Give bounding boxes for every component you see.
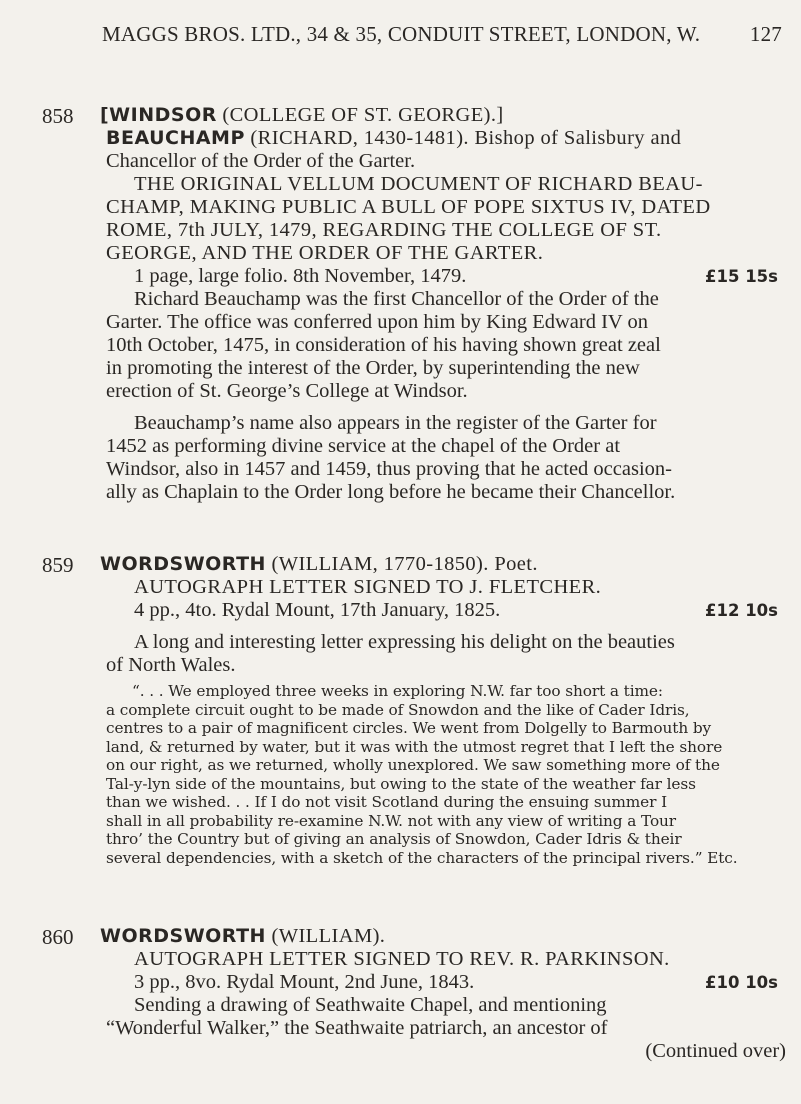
entry-heading: [WINDSOR (COLLEGE OF ST. GEORGE).] [100,104,504,126]
paragraph-line: Windsor, also in 1457 and 1459, thus proving that he acted occasion- [106,458,672,480]
quote-line: on our right, as we returned, wholly unexplored. We saw something more of the [106,756,720,774]
paragraph-line: erection of St. George’s College at Windsor. [106,380,468,402]
item-title-line: AUTOGRAPH LETTER SIGNED TO REV. R. PARKINSON. [134,948,670,970]
paragraph-line: Richard Beauchamp was the first Chancellor of the Order of the [134,288,659,310]
item-detail: 1 page, large folio. 8th November, 1479. [134,265,467,287]
quote-line: “. . . We employed three weeks in exploring N.W. far too short a time: [132,682,663,700]
continued-note: (Continued over) [645,1040,786,1062]
paragraph-line: Beauchamp’s name also appears in the register of the Garter for [134,412,657,434]
paragraph-line: 10th October, 1475, in consideration of his having shown great zeal [106,334,661,356]
author-heading: WORDSWORTH (WILLIAM). [100,925,386,947]
paragraph-line: “Wonderful Walker,” the Seathwaite patriarch, an ancestor of [106,1017,608,1039]
page-number: 127 [749,22,782,46]
paragraph-line: ally as Chaplain to the Order long before he became their Chancellor. [106,481,676,503]
lot-number: 859 [42,553,74,577]
page-header [102,22,782,47]
quote-line: land, & returned by water, but it was with the utmost regret that I left the shore [106,737,723,756]
quote-line: shall in all probability re-examine N.W. not with any view of writing a Tour [106,811,677,830]
item-detail-line [134,971,786,994]
quote-line: centres to a pair of magnificent circles. We went from Dolgelly to Barmouth by [106,719,712,737]
item-title-line: THE ORIGINAL VELLUM DOCUMENT OF RICHARD BEAU- [134,173,703,195]
item-title-line: AUTOGRAPH LETTER SIGNED TO J. FLETCHER. [134,576,602,598]
quote-line: several dependencies, with a sketch of the characters of the principal rivers.” Etc. [106,848,738,867]
item-detail: 3 pp., 8vo. Rydal Mount, 2nd June, 1843. [134,971,475,993]
item-detail-line [134,265,786,288]
author-heading: BEAUCHAMP (RICHARD, 1430-1481). Bishop of Salisbury and [106,127,682,149]
author-heading: WORDSWORTH (WILLIAM, 1770-1850). Poet. [100,553,538,575]
lot-number: 858 [42,104,74,128]
item-detail: 4 pp., 4to. Rydal Mount, 17th January, 1825. [134,599,501,621]
paragraph-line: 1452 as performing divine service at the chapel of the Order at [106,435,621,457]
item-detail-line [134,599,786,622]
paragraph-line: of North Wales. [106,654,236,676]
item-title-line: GEORGE, AND THE ORDER OF THE GARTER. [106,242,544,264]
quote-line: a complete circuit ought to be made of Snowdon and the like of Cader Idris, [106,700,690,719]
catalogue-entry-858 [42,104,787,504]
paragraph-line: in promoting the interest of the Order, by superintending the new [106,357,640,379]
header-text: MAGGS BROS. LTD., 34 & 35, CONDUIT STREET, LONDON, W. [102,22,701,46]
lot-number: 860 [42,925,74,949]
item-title-line: CHAMP, MAKING PUBLIC A BULL OF POPE SIXTUS IV, DATED [106,196,711,218]
quote-line: than we wished. . . If I do not visit Scotland during the ensuing summer I [106,793,668,811]
paragraph-line: Garter. The office was conferred upon him by King Edward IV on [106,311,648,333]
quote-line: Tal-y-lyn side of the mountains, but owing to the state of the weather far less [106,774,696,793]
catalogue-entry-859 [42,553,787,867]
item-title-line: ROME, 7th JULY, 1479, REGARDING THE COLLEGE OF ST. [106,219,662,241]
author-description: Chancellor of the Order of the Garter. [106,150,416,172]
catalogue-entry-860 [42,925,787,1063]
item-price: £12 10s [705,601,778,620]
paragraph-line: A long and interesting letter expressing his delight on the beauties [134,631,675,653]
quote-line: thro’ the Country but of giving an analysis of Snowdon, Cader Idris & their [106,830,682,848]
item-price: £10 10s [705,973,778,992]
item-price: £15 15s [705,267,778,286]
paragraph-line: Sending a drawing of Seathwaite Chapel, and mentioning [134,994,607,1016]
